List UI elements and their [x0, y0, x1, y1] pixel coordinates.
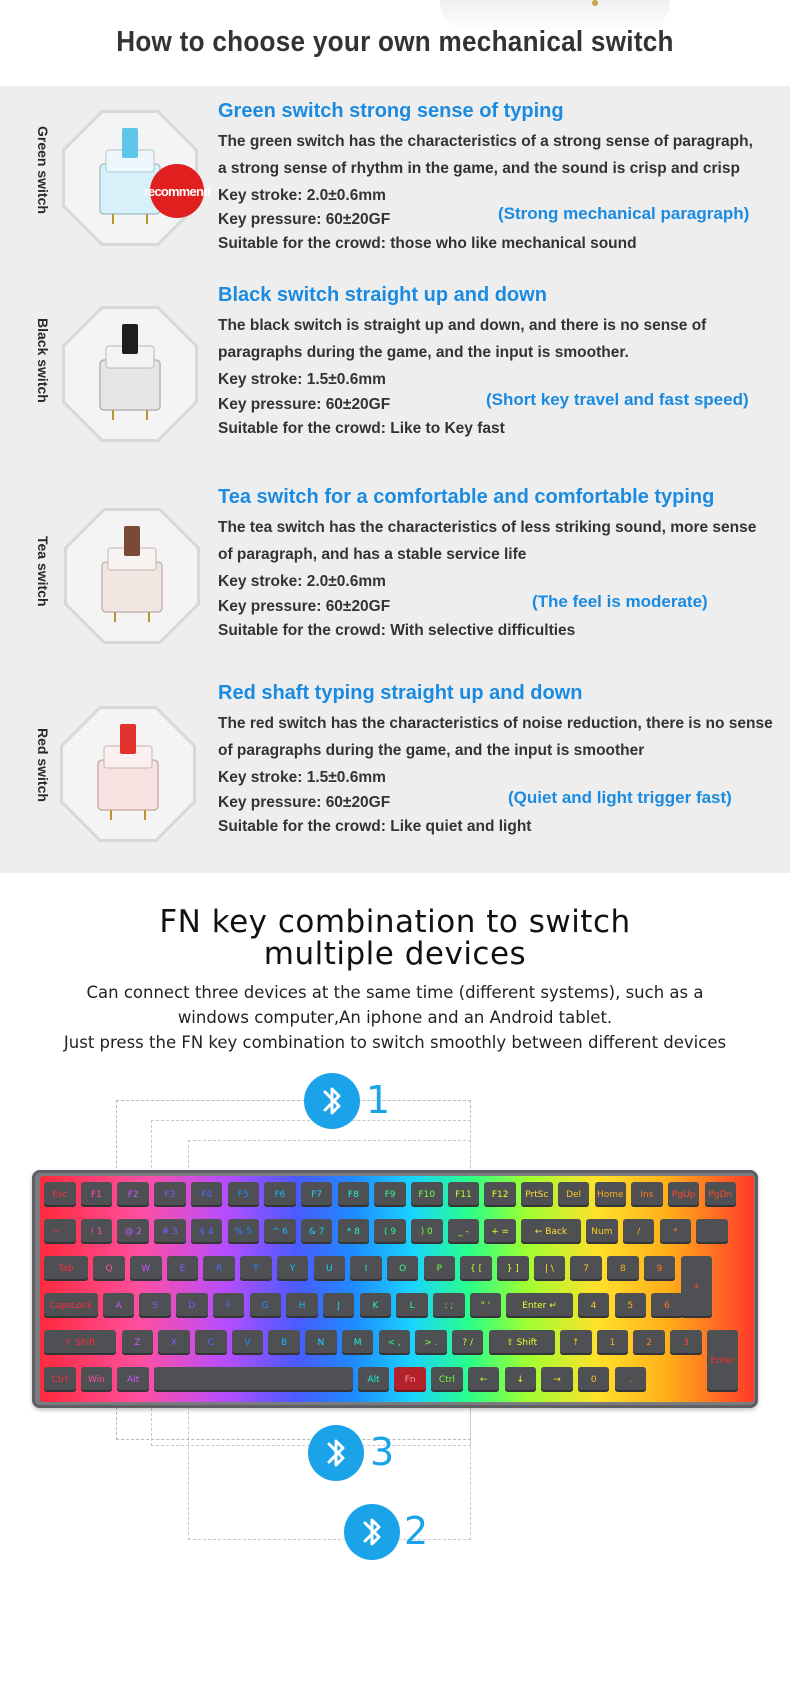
keyboard-key: F4: [191, 1182, 223, 1207]
keyboard-key: Num: [586, 1219, 618, 1244]
keyboard-key: > .: [415, 1330, 447, 1355]
keyboard-key: H: [286, 1293, 318, 1318]
keyboard-key: ↓: [505, 1367, 537, 1392]
switch-title: Green switch strong sense of typing: [218, 100, 564, 122]
switch-desc-line: The red switch has the characteristics of noise reduction, there is no sense: [218, 715, 773, 732]
switch-desc-line: of paragraphs during the game, and the input is smoother: [218, 742, 645, 759]
keyboard-key: 0: [578, 1367, 610, 1392]
keyboard-key: O: [387, 1256, 419, 1281]
switch-title: Black switch straight up and down: [218, 284, 547, 306]
keyboard-key: : ;: [433, 1293, 465, 1318]
keyboard-key: L: [396, 1293, 428, 1318]
tea-switch-image: [64, 508, 200, 644]
keyboard-key: J: [323, 1293, 355, 1318]
keyboard-key: * 8: [338, 1219, 370, 1244]
keyboard-key: D: [176, 1293, 208, 1318]
fn-section-title: [0, 906, 790, 970]
keyboard-key: PrtSc: [521, 1182, 553, 1207]
switch-crowd: Suitable for the crowd: those who like mechanical sound: [218, 235, 637, 252]
keyboard-key: ^ 6: [264, 1219, 296, 1244]
bluetooth-device-number: 3: [370, 1430, 395, 1474]
black-switch-image: [62, 306, 198, 442]
switch-side-label: Tea switch: [35, 536, 51, 607]
keyboard-key: Win: [81, 1367, 113, 1392]
keyboard-key: I: [350, 1256, 382, 1281]
bluetooth-icon: [344, 1504, 400, 1560]
switch-note: (Short key travel and fast speed): [486, 390, 749, 409]
keyboard-key: 1: [597, 1330, 629, 1355]
keyboard-key: F8: [338, 1182, 370, 1207]
keyboard-key: } ]: [497, 1256, 529, 1281]
keyboard-key: $ 4: [191, 1219, 223, 1244]
keyboard-key: Enter ↵: [506, 1293, 572, 1318]
keyboard-key: -: [696, 1219, 728, 1244]
keyboard-key: F3: [154, 1182, 186, 1207]
keyboard-key: S: [139, 1293, 171, 1318]
keyboard-key: .: [615, 1367, 647, 1392]
keyboard-key: M: [342, 1330, 374, 1355]
switch-desc-line: paragraphs during the game, and the input is smoother.: [218, 344, 629, 361]
keyboard-key: Tab: [44, 1256, 88, 1281]
switch-desc-line: The black switch is straight up and down, and there is no sense of: [218, 317, 707, 334]
keyboard-key: ← Back: [521, 1219, 581, 1244]
keyboard-key: Y: [277, 1256, 309, 1281]
keyboard-key: 3: [670, 1330, 702, 1355]
keyboard-key: →: [541, 1367, 573, 1392]
keyboard-key: F6: [264, 1182, 296, 1207]
keyboard-key: F11: [448, 1182, 480, 1207]
switch-comparison-panel: [0, 86, 790, 873]
keyboard-key: F5: [228, 1182, 260, 1207]
keyboard-key: ↑: [560, 1330, 592, 1355]
switch-illustration: [64, 508, 200, 644]
switch-key-pressure: Key pressure: 60±20GF: [218, 794, 391, 811]
switch-row-black: [0, 282, 790, 472]
bluetooth-device-number: 1: [366, 1078, 391, 1122]
keyboard-key: 7: [570, 1256, 602, 1281]
keyboard-key: ( 9: [374, 1219, 406, 1244]
switch-desc-line: The green switch has the characteristics of a strong sense of paragraph,: [218, 133, 753, 150]
keyboard-key: Ctrl: [431, 1367, 463, 1392]
switch-note: (Strong mechanical paragraph): [498, 204, 750, 223]
switch-desc-line: The tea switch has the characteristics of less striking sound, more sense: [218, 519, 757, 536]
keyboard-key: Esc: [44, 1182, 76, 1207]
keyboard-key: ⇧ Shift: [489, 1330, 555, 1355]
keyboard-key: PgDn: [705, 1182, 737, 1207]
keyboard-key: @ 2: [117, 1219, 149, 1244]
switch-crowd: Suitable for the crowd: Like quiet and light: [218, 818, 532, 835]
keyboard-key: +: [681, 1256, 713, 1318]
keyboard-key: ) 0: [411, 1219, 443, 1244]
switch-key-stroke: Key stroke: 2.0±0.6mm: [218, 573, 386, 590]
keyboard-key: X: [158, 1330, 190, 1355]
keyboard-key: F10: [411, 1182, 443, 1207]
switch-desc-line: of paragraph, and has a stable service life: [218, 546, 527, 563]
keyboard-key: Ins: [631, 1182, 663, 1207]
keyboard-key: ~ `: [44, 1219, 76, 1244]
keyboard-key: + =: [484, 1219, 516, 1244]
keyboard-key: 4: [578, 1293, 610, 1318]
keyboard-key: F12: [484, 1182, 516, 1207]
keyboard-key: ←: [468, 1367, 500, 1392]
keyboard-key: { [: [460, 1256, 492, 1281]
keyboard-key: U: [314, 1256, 346, 1281]
fn-title-line: FN key combination to switch: [159, 904, 631, 940]
switch-row-red: [0, 682, 790, 872]
keyboard-key: 2: [633, 1330, 665, 1355]
keyboard-key: Alt: [358, 1367, 390, 1392]
switch-key-stroke: Key stroke: 1.5±0.6mm: [218, 371, 386, 388]
keyboard-key: Ctrl: [44, 1367, 76, 1392]
keyboard-key: " ': [470, 1293, 502, 1318]
keyboard-key: ⇧ Shift: [44, 1330, 116, 1355]
keyboard-key: P: [424, 1256, 456, 1281]
switch-title: Tea switch for a comfortable and comfortable typing: [218, 486, 715, 508]
keyboard-key: Home: [595, 1182, 627, 1207]
switch-desc-line: a strong sense of rhythm in the game, and the sound is crisp and crisp: [218, 160, 740, 177]
switch-key-stroke: Key stroke: 1.5±0.6mm: [218, 769, 386, 786]
keyboard-key: V: [232, 1330, 264, 1355]
keyboard-key: F: [213, 1293, 245, 1318]
keyboard-key: & 7: [301, 1219, 333, 1244]
switch-side-label: Green switch: [35, 126, 51, 214]
switch-crowd: Suitable for the crowd: Like to Key fast: [218, 420, 505, 437]
keyboard-key: T: [240, 1256, 272, 1281]
switch-key-pressure: Key pressure: 60±20GF: [218, 598, 391, 615]
bluetooth-device-number: 2: [404, 1509, 429, 1553]
fn-description-line: Just press the FN key combination to switch smoothly between different devices: [63, 1033, 727, 1052]
keyboard-key: Del: [558, 1182, 590, 1207]
keyboard-key: 5: [615, 1293, 647, 1318]
keyboard-key: | \: [534, 1256, 566, 1281]
keyboard-key: Q: [93, 1256, 125, 1281]
switch-row-green: [0, 86, 790, 276]
switch-crowd: Suitable for the crowd: With selective difficulties: [218, 622, 576, 639]
switch-illustration: [60, 706, 196, 842]
keyboard-key: % 5: [228, 1219, 260, 1244]
keyboard-key: 9: [644, 1256, 676, 1281]
keyboard-key: K: [360, 1293, 392, 1318]
keyboard-key: A: [103, 1293, 135, 1318]
keyboard-key: # 3: [154, 1219, 186, 1244]
keyboard-key: W: [130, 1256, 162, 1281]
fn-description-line: windows computer,An iphone and an Android tablet.: [177, 1008, 613, 1027]
keyboard-key: Alt: [117, 1367, 149, 1392]
keyboard-key: ! 1: [81, 1219, 113, 1244]
keyboard-key: CapsLock: [44, 1293, 98, 1318]
keyboard-key: Z: [122, 1330, 154, 1355]
switch-title: Red shaft typing straight up and down: [218, 682, 583, 704]
keyboard-key: /: [623, 1219, 655, 1244]
keyboard-key: ? /: [452, 1330, 484, 1355]
bluetooth-icon: [308, 1425, 364, 1481]
keyboard-key: R: [203, 1256, 235, 1281]
keyboard-key: [154, 1367, 352, 1392]
keyboard-key: F7: [301, 1182, 333, 1207]
switch-key-pressure: Key pressure: 60±20GF: [218, 211, 391, 228]
fn-title-line: multiple devices: [263, 936, 527, 972]
keyboard-key: F9: [374, 1182, 406, 1207]
keyboard-key: Fn: [394, 1367, 426, 1392]
switch-side-label: Black switch: [35, 318, 51, 403]
bluetooth-icon: [304, 1073, 360, 1129]
keyboard-key: < ,: [379, 1330, 411, 1355]
keyboard-key: 6: [651, 1293, 683, 1318]
page-title: How to choose your own mechanical switch: [116, 26, 674, 58]
switch-note: (The feel is moderate): [532, 592, 708, 611]
keyboard-key: Enter: [707, 1330, 739, 1392]
keyboard-key: G: [250, 1293, 282, 1318]
red-switch-image: [60, 706, 196, 842]
switch-row-tea: [0, 484, 790, 674]
switch-note: (Quiet and light trigger fast): [508, 788, 732, 807]
keyboard-key: F1: [81, 1182, 113, 1207]
switch-key-stroke: Key stroke: 2.0±0.6mm: [218, 187, 386, 204]
keyboard-key: N: [305, 1330, 337, 1355]
keyboard-key: E: [167, 1256, 199, 1281]
keyboard-key: _ -: [448, 1219, 480, 1244]
keyboard-key: 8: [607, 1256, 639, 1281]
switch-illustration: [62, 306, 198, 442]
fn-description-line: Can connect three devices at the same time (different systems), such as a: [86, 983, 704, 1002]
keyboard-key: F2: [117, 1182, 149, 1207]
keyboard-key: C: [195, 1330, 227, 1355]
keyboard-key: B: [268, 1330, 300, 1355]
switch-side-label: Red switch: [35, 728, 51, 802]
recommend-badge: recommend: [150, 164, 204, 218]
keyboard-key: PgUp: [668, 1182, 700, 1207]
switch-key-pressure: Key pressure: 60±20GF: [218, 396, 391, 413]
keyboard-key: *: [660, 1219, 692, 1244]
